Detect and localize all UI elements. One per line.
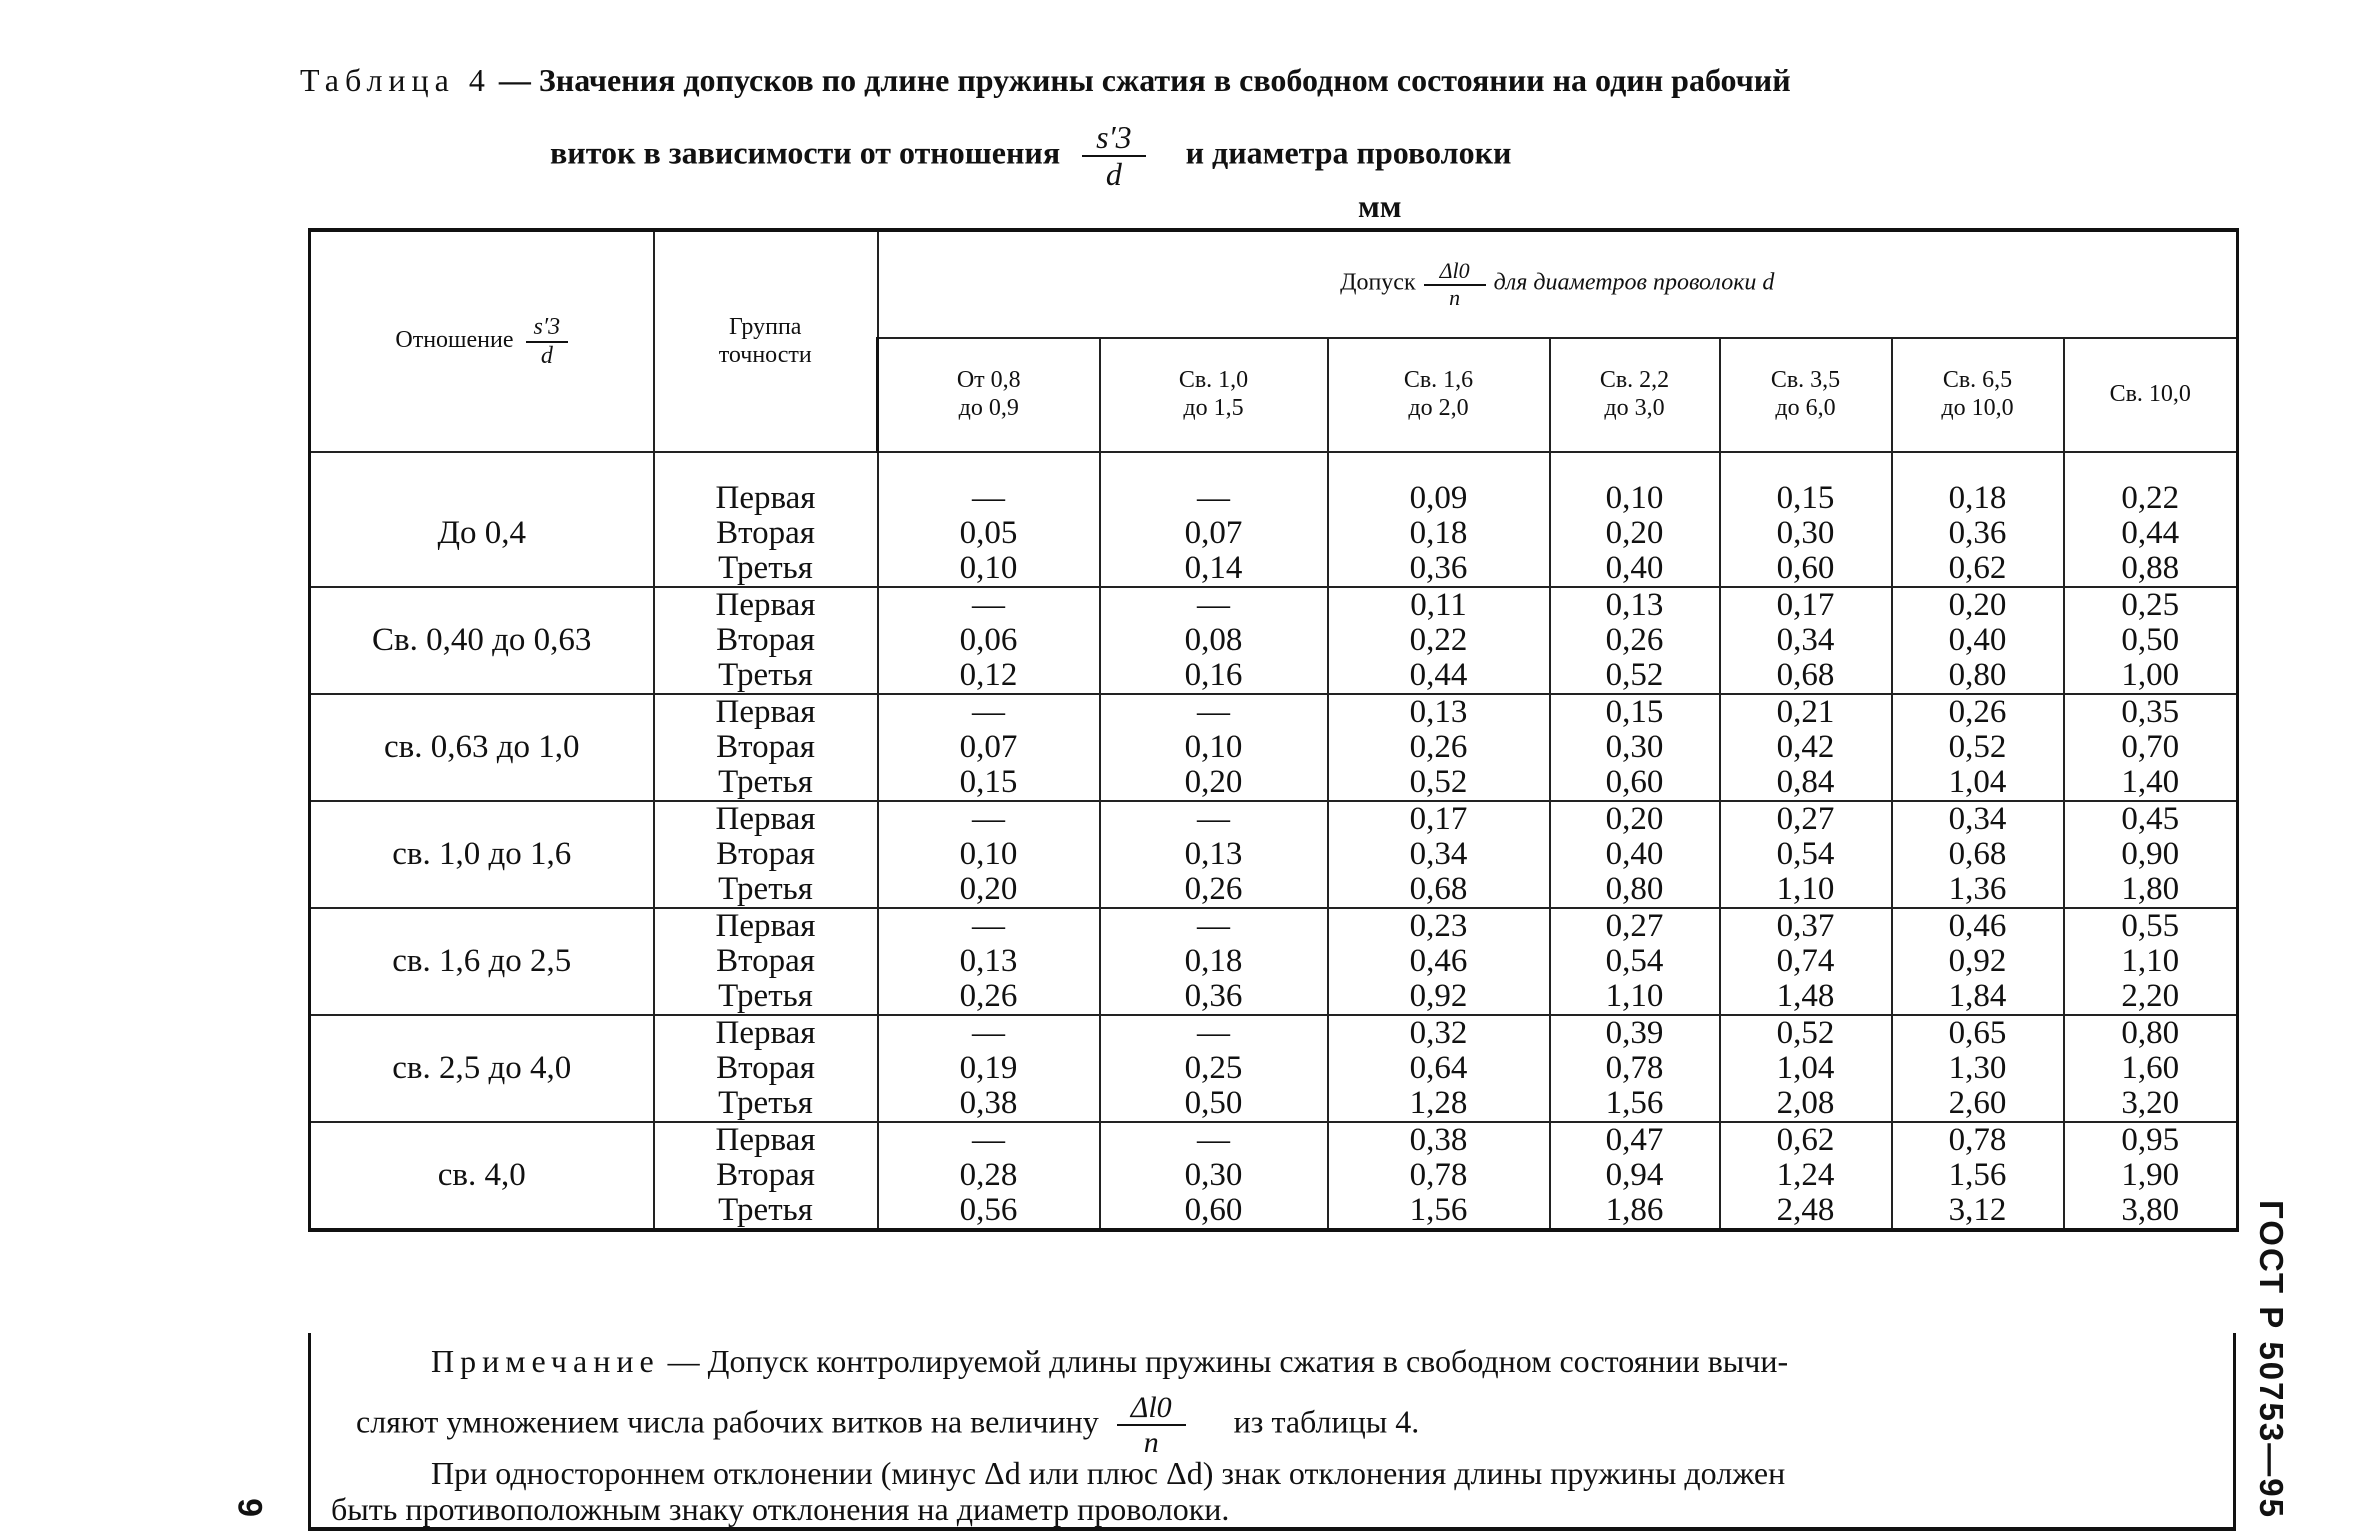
value-cell [1892,1015,2064,1122]
tolerance-value: 0,90 [2121,836,2180,872]
diameter-line-2: до 6,0 [1775,395,1836,421]
tolerance-value: 3,12 [1948,1192,2007,1228]
diameter-line-1: Св. 1,0 [1178,367,1249,394]
tolerance-value: 0,09 [1409,480,1468,516]
diameter-line-2: до 3,0 [1604,395,1665,421]
value-cell [2064,1015,2238,1122]
note-text-3: из таблицы 4. [1233,1403,1420,1440]
value-cell [1550,694,1720,801]
diameter-line-1: Св. 1,6 [1403,367,1474,394]
tolerance-value: 0,13 [1605,587,1664,623]
tolerance-value: 0,10 [1605,480,1664,516]
tolerance-value: 0,25 [1184,1050,1243,1086]
tolerance-value: 0,05 [959,515,1018,551]
header-ratio-label: Отношение [395,327,514,354]
tolerance-value: 0,68 [1948,836,2007,872]
tolerance-value: 0,56 [959,1192,1018,1228]
tolerance-value: — [972,480,1005,516]
tolerance-value: 1,90 [2121,1157,2180,1193]
ratio-cell: св. 0,63 до 1,0 [310,694,654,801]
value-cell [1720,694,1892,801]
tolerance-value: 0,54 [1776,836,1835,872]
table-row [310,801,2238,908]
tolerance-value: 1,56 [1409,1192,1468,1228]
tolerance-value: 0,40 [1605,836,1664,872]
value-cell [1550,1122,1720,1230]
table-row [310,452,2238,587]
tolerance-value: 0,80 [2121,1015,2180,1051]
value-cell [878,908,1100,1015]
group-label: Третья [718,871,813,907]
tolerance-value: — [1197,801,1230,837]
tolerance-value: 0,18 [1409,515,1468,551]
tolerance-value: 1,10 [1776,871,1835,907]
caption-text-1: — Значения допусков по длине пружины сжатия в свободном состоянии на один рабочий [498,62,1791,98]
group-cell [654,587,878,694]
value-cell [2064,908,2238,1015]
header-diameter [1328,338,1550,452]
group-cell [654,452,878,587]
value-cell [1328,1122,1550,1230]
value-cell [1550,587,1720,694]
note-line-1 [431,1343,1788,1380]
tolerance-value: 2,08 [1776,1085,1835,1121]
value-cell [878,1122,1100,1230]
tolerance-value: 0,10 [1184,729,1243,765]
value-cell [1328,908,1550,1015]
value-cell [1892,801,2064,908]
tolerance-value: 1,86 [1605,1192,1664,1228]
tolerance-value: 0,46 [1948,908,2007,944]
tolerance-value: 0,60 [1184,1192,1243,1228]
tolerance-value: 0,19 [959,1050,1018,1086]
caption-line-2 [550,120,1511,192]
tolerance-value: — [972,1015,1005,1051]
value-cell [1100,694,1328,801]
header-diameter [2064,338,2238,452]
tolerance-value: 0,26 [1605,622,1664,658]
value-cell [1892,1122,2064,1230]
value-cell [1892,587,2064,694]
tolerance-value: 0,52 [1605,657,1664,693]
tolerance-value: 0,26 [1948,694,2007,730]
value-cell [1100,801,1328,908]
note-text-1: — Допуск контролируемой длины пружины сжатия в свободном состоянии вычи- [667,1343,1789,1379]
tolerance-value: 1,36 [1948,871,2007,907]
tolerance-value: — [972,587,1005,623]
unit-label: мм [1358,188,1402,224]
tolerance-value: 0,26 [959,978,1018,1014]
tolerance-value: 0,84 [1776,764,1835,800]
tolerance-value: 0,34 [1948,801,2007,837]
value-cell [878,801,1100,908]
tolerance-value: 0,30 [1776,515,1835,551]
tolerance-value: 0,13 [1409,694,1468,730]
value-cell [1100,908,1328,1015]
tolerance-value: 0,17 [1776,587,1835,623]
group-label: Третья [718,657,813,693]
tolerance-value: 0,18 [1184,943,1243,979]
tolerance-value: 0,08 [1184,622,1243,658]
tolerance-value: 0,14 [1184,550,1243,586]
table-row [310,587,2238,694]
tolerance-value: 0,52 [1409,764,1468,800]
tolerance-value: 0,68 [1409,871,1468,907]
value-cell [878,694,1100,801]
header-diameter [1720,338,1892,452]
tolerance-value: 0,42 [1776,729,1835,765]
group-cell [654,801,878,908]
tolerance-value: 1,60 [2121,1050,2180,1086]
group-label: Первая [715,908,816,944]
tolerance-value: 0,17 [1409,801,1468,837]
value-cell [1720,801,1892,908]
tolerance-table [308,228,2239,1232]
value-cell [1100,452,1328,587]
caption-line-1 [300,62,2235,99]
value-cell [1328,801,1550,908]
tolerance-value: 0,62 [1948,550,2007,586]
caption-text-2: виток в зависимости от отношения [550,134,1061,171]
group-label: Третья [718,978,813,1014]
tolerance-value: 0,74 [1776,943,1835,979]
table-caption [300,62,2235,193]
tolerance-value: 0,20 [1605,515,1664,551]
tolerance-value: 0,45 [2121,801,2180,837]
tolerance-value: 0,21 [1776,694,1835,730]
tolerance-value: 1,56 [1948,1157,2007,1193]
header-diameter [1550,338,1720,452]
tolerance-value: 0,60 [1605,764,1664,800]
tolerance-value: 2,60 [1948,1085,2007,1121]
value-cell [1100,1015,1328,1122]
group-label: Первая [715,694,816,730]
tolerance-value: 0,12 [959,657,1018,693]
ratio-cell: Св. 0,40 до 0,63 [310,587,654,694]
tolerance-value: 0,44 [2121,515,2180,551]
tolerance-value: 0,15 [1605,694,1664,730]
tolerance-value: 0,13 [959,943,1018,979]
value-cell [878,587,1100,694]
diameter-line-1: Св. 2,2 [1599,367,1670,394]
tolerance-value: 1,48 [1776,978,1835,1014]
group-label: Вторая [716,622,815,658]
value-cell [1328,1015,1550,1122]
group-label: Первая [715,480,816,516]
note-line-3: При одностороннем отклонении (минус Δd или плюс Δd) знак отклонения длины пружины должен [431,1455,1786,1491]
tolerance-value: — [1197,587,1230,623]
diameter-line-1: Св. 6,5 [1942,367,2013,394]
header-diameter [878,338,1100,452]
tolerance-value: 1,04 [1776,1050,1835,1086]
tolerance-value: 0,30 [1184,1157,1243,1193]
tolerance-value: 0,27 [1605,908,1664,944]
ratio-cell: До 0,4 [310,452,654,587]
tolerance-value: 0,35 [2121,694,2180,730]
value-cell [1328,694,1550,801]
tolerance-value: 0,36 [1409,550,1468,586]
tolerance-value: 0,15 [1776,480,1835,516]
tolerance-value: 0,20 [1948,587,2007,623]
tolerance-value: 0,40 [1948,622,2007,658]
value-cell [878,452,1100,587]
value-cell [1550,801,1720,908]
table-row [310,908,2238,1015]
value-cell [1720,1122,1892,1230]
tolerance-value: 0,23 [1409,908,1468,944]
tolerance-value: 0,28 [959,1157,1018,1193]
tolerance-value: 0,47 [1605,1122,1664,1158]
tolerance-value: 2,48 [1776,1192,1835,1228]
ratio-cell: св. 4,0 [310,1122,654,1230]
group-label: Вторая [716,1050,815,1086]
tolerance-value: 0,54 [1605,943,1664,979]
page-number: 6 [232,1498,270,1517]
group-cell [654,1122,878,1230]
tolerance-value: 1,10 [1605,978,1664,1014]
tolerance-value: 1,28 [1409,1085,1468,1121]
note-line-2 [356,1391,1419,1459]
tolerance-value: 0,07 [1184,515,1243,551]
tolerance-prefix: Допуск [1340,270,1416,297]
tolerance-fraction [1424,259,1486,309]
group-label: Вторая [716,943,815,979]
tolerance-num: Δl0 [1424,259,1486,285]
tolerance-value: — [972,801,1005,837]
note-text-2: сляют умножением числа рабочих витков на величину [356,1403,1099,1440]
value-cell [1892,694,2064,801]
value-cell [1100,1122,1328,1230]
tolerance-value: 0,22 [1409,622,1468,658]
tolerance-value: 0,78 [1409,1157,1468,1193]
group-cell [654,1015,878,1122]
tolerance-value: 0,16 [1184,657,1243,693]
value-cell [1100,587,1328,694]
value-cell [1550,452,1720,587]
table-row [310,694,2238,801]
tolerance-value: 0,94 [1605,1157,1664,1193]
value-cell [1892,908,2064,1015]
value-cell [1720,452,1892,587]
group-cell [654,694,878,801]
tolerance-value: 1,56 [1605,1085,1664,1121]
tolerance-value: 0,50 [2121,622,2180,658]
header-ratio-den: d [540,342,553,369]
tolerance-value: 0,68 [1776,657,1835,693]
tolerance-value: 0,92 [1409,978,1468,1014]
tolerance-value: — [1197,480,1230,516]
value-cell [1720,1015,1892,1122]
group-label: Вторая [716,1157,815,1193]
value-cell [2064,587,2238,694]
tolerance-value: 0,70 [2121,729,2180,765]
note-frac-den: n [1143,1426,1159,1459]
header-group: Группа точности [654,230,878,452]
tolerance-value: 0,10 [959,550,1018,586]
group-label: Вторая [716,836,815,872]
tolerance-value: 0,92 [1948,943,2007,979]
tolerance-value: 0,40 [1605,550,1664,586]
group-label: Первая [715,1122,816,1158]
tolerance-value: 0,37 [1776,908,1835,944]
tolerance-value: 0,38 [1409,1122,1468,1158]
tolerance-value: 0,46 [1409,943,1468,979]
caption-ratio-fraction [1082,120,1145,192]
caption-text-3: и диаметра проволоки [1185,134,1512,171]
tolerance-value: 0,64 [1409,1050,1468,1086]
diameter-line-2: до 0,9 [958,395,1019,421]
header-ratio-fraction [526,314,569,369]
ratio-cell: св. 1,0 до 1,6 [310,801,654,908]
tolerance-value: 0,62 [1776,1122,1835,1158]
tolerance-value: 1,04 [1948,764,2007,800]
tolerance-value: 0,78 [1948,1122,2007,1158]
tolerance-value: 0,80 [1948,657,2007,693]
header-ratio [310,230,654,452]
group-label: Вторая [716,515,815,551]
group-cell [654,908,878,1015]
tolerance-value: 0,60 [1776,550,1835,586]
tolerance-value: 1,10 [2121,943,2180,979]
gost-side-label: ГОСТ Р 50753—95 [2253,1200,2290,1519]
group-label: Первая [715,1015,816,1051]
header-ratio-num: s′3 [526,314,569,342]
tolerance-value: 0,39 [1605,1015,1664,1051]
tolerance-value: 0,50 [1184,1085,1243,1121]
note-frac-num: Δl0 [1117,1391,1186,1426]
ratio-cell: св. 2,5 до 4,0 [310,1015,654,1122]
tolerance-value: — [1197,694,1230,730]
tolerance-value: 0,52 [1776,1015,1835,1051]
tolerance-suffix: для диаметров проволоки d [1493,270,1775,297]
tolerance-value: 2,20 [2121,978,2180,1014]
diameter-line-1: Св. 10,0 [2109,381,2191,408]
tolerance-value: 1,84 [1948,978,2007,1014]
tolerance-value: 3,80 [2121,1192,2180,1228]
tolerance-value: 0,95 [2121,1122,2180,1158]
group-label: Третья [718,550,813,586]
tolerance-value: 0,26 [1409,729,1468,765]
tolerance-value: 0,20 [1605,801,1664,837]
tolerance-value: 0,32 [1409,1015,1468,1051]
tolerance-value: 0,65 [1948,1015,2007,1051]
note-line-4: быть противоположным знаку отклонения на диаметр проволоки. [331,1491,1230,1527]
group-label: Третья [718,1085,813,1121]
diameter-line-1: От 0,8 [956,367,1021,394]
tolerance-value: 0,20 [959,871,1018,907]
tolerance-value: 0,34 [1776,622,1835,658]
tolerance-value: — [972,908,1005,944]
group-label: Первая [715,587,816,623]
tolerance-value: 0,07 [959,729,1018,765]
tolerance-value: 0,38 [959,1085,1018,1121]
tolerance-value: 0,10 [959,836,1018,872]
tolerance-value: — [972,1122,1005,1158]
tolerance-value: 3,20 [2121,1085,2180,1121]
tolerance-value: — [1197,908,1230,944]
tolerance-value: 0,44 [1409,657,1468,693]
tolerance-value: 0,55 [2121,908,2180,944]
tolerance-value: 1,80 [2121,871,2180,907]
header-diameter [1892,338,2064,452]
table-row [310,1015,2238,1122]
value-cell [1550,908,1720,1015]
tolerance-value: 1,40 [2121,764,2180,800]
value-cell [2064,452,2238,587]
tolerance-value: 0,26 [1184,871,1243,907]
tolerance-value: 0,78 [1605,1050,1664,1086]
value-cell [2064,1122,2238,1230]
tolerance-value: 0,27 [1776,801,1835,837]
tolerance-value: 0,36 [1184,978,1243,1014]
tolerance-value: 0,34 [1409,836,1468,872]
tolerance-value: 0,11 [1410,587,1467,623]
value-cell [2064,801,2238,908]
group-label: Третья [718,1192,813,1228]
value-cell [1720,587,1892,694]
value-cell [1328,587,1550,694]
header-tolerance [878,230,2238,338]
tolerance-value: 0,25 [2121,587,2180,623]
diameter-line-2: до 2,0 [1408,395,1469,421]
tolerance-value: 0,15 [959,764,1018,800]
table-row [310,1122,2238,1230]
tolerance-value: 1,00 [2121,657,2180,693]
diameter-line-1: Св. 3,5 [1770,367,1841,394]
note-label: Примечание [431,1343,660,1379]
ratio-cell: св. 1,6 до 2,5 [310,908,654,1015]
tolerance-value: — [1197,1122,1230,1158]
diameter-line-2: до 1,5 [1183,395,1244,421]
caption-ratio-num: s′3 [1082,120,1145,157]
tolerance-den: n [1449,284,1461,310]
tolerance-value: — [972,694,1005,730]
caption-ratio-den: d [1105,156,1122,193]
tolerance-value: 1,30 [1948,1050,2007,1086]
tolerance-value: 0,52 [1948,729,2007,765]
value-cell [1328,452,1550,587]
header-diameter [1100,338,1328,452]
tolerance-value: 0,13 [1184,836,1243,872]
tolerance-value: 0,18 [1948,480,2007,516]
tolerance-value: 0,06 [959,622,1018,658]
note-fraction [1117,1391,1186,1459]
tolerance-value: 0,20 [1184,764,1243,800]
value-cell [1720,908,1892,1015]
tolerance-value: 0,88 [2121,550,2180,586]
caption-label: Таблица 4 [300,62,491,98]
tolerance-value: 1,24 [1776,1157,1835,1193]
tolerance-value: 0,36 [1948,515,2007,551]
value-cell [1892,452,2064,587]
group-label: Вторая [716,729,815,765]
tolerance-value: 0,80 [1605,871,1664,907]
group-label: Третья [718,764,813,800]
diameter-line-2: до 10,0 [1941,395,2014,421]
value-cell [1550,1015,1720,1122]
tolerance-value: 0,22 [2121,480,2180,516]
value-cell [878,1015,1100,1122]
tolerance-value: 0,30 [1605,729,1664,765]
tolerance-value: — [1197,1015,1230,1051]
note-block [308,1333,2236,1531]
group-label: Первая [715,801,816,837]
value-cell [2064,694,2238,801]
